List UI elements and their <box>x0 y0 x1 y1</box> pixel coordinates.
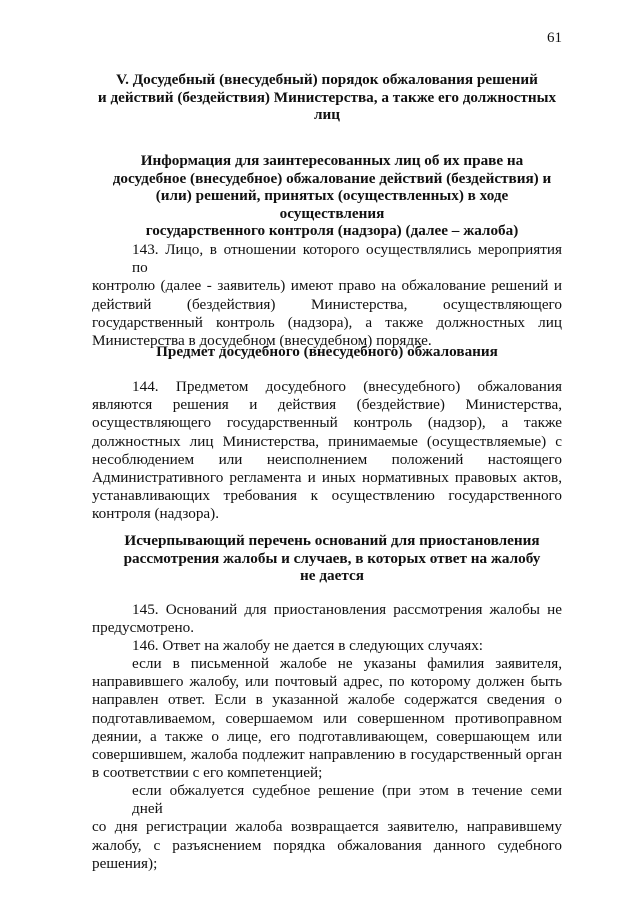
heading-line: Исчерпывающий перечень оснований для приостановления <box>124 532 540 549</box>
heading-line: и действий (бездействия) Министерства, а также его должностных <box>97 88 557 106</box>
text-line: контролю (далее - заявитель) имеют право на обжалование решений и <box>92 277 562 295</box>
text-line: государственный контроль (надзора), а также должностных лиц <box>92 313 562 331</box>
subject-heading <box>92 343 562 361</box>
text-line: 143. Лицо, в отношении которого осуществлялись мероприятия по <box>132 241 562 277</box>
heading-line: не дается <box>300 567 364 585</box>
text-line: осуществляющего государственный контроль (надзор), а также <box>92 414 562 432</box>
text-line: если в письменной жалобе не указаны фамилия заявителя, <box>132 655 562 672</box>
text-line: решения); <box>92 854 158 872</box>
heading-line: V. Досудебный (внесудебный) порядок обжалования решений <box>116 71 538 88</box>
paragraph-143 <box>92 241 562 350</box>
text-line: в соответствии с его компетенцией; <box>92 764 323 782</box>
heading-line: (или) решений, принятых (осуществленных) в ходе осуществления <box>155 187 509 222</box>
text-line: 146. Ответ на жалобу не дается в следующих случаях: <box>132 637 484 654</box>
info-heading <box>92 152 562 240</box>
text-line: направившего жалобу, или почтовый адрес, по которому должен быть <box>92 673 562 691</box>
text-line: 145. Оснований для приостановления рассмотрения жалобы не <box>132 601 562 618</box>
heading-line: Информация для заинтересованных лиц об их праве на <box>140 152 524 169</box>
text-line: Административного регламента и иных нормативных правовых актов, <box>92 469 562 487</box>
text-line: устанавливающих требования к осуществлению государственного <box>92 487 562 505</box>
paragraph-146 <box>92 637 562 655</box>
text-line: несоблюдением или неисполнением положений настоящего <box>92 450 562 468</box>
section-v-heading <box>92 71 562 124</box>
text-line: Министерства в досудебном (внесудебном) порядке. <box>92 332 432 350</box>
text-line: подготавливаемом, совершаемом или совершенном противоправном <box>92 709 562 727</box>
heading-line: досудебное (внесудебное) обжалование действий (бездействия) и <box>112 169 552 187</box>
heading-line: рассмотрения жалобы и случаев, в которых ответ на жалобу <box>123 549 541 567</box>
text-line: направлен ответ. Если в указанной жалобе содержатся сведения о <box>92 691 562 709</box>
text-line: со дня регистрации жалоба возвращается заявителю, направившему <box>92 818 562 836</box>
heading-line: лиц <box>313 106 341 124</box>
text-line: 144. Предметом досудебного (внесудебного) обжалования <box>132 378 562 395</box>
paragraph-144 <box>92 378 562 524</box>
grounds-heading <box>92 532 562 585</box>
paragraph-146-case-1 <box>92 655 562 782</box>
text-line: являются решения и действия (бездействие) Министерства, <box>92 396 562 414</box>
text-line: жалобу, с разъяснением порядка обжалования данного судебного <box>92 836 562 854</box>
text-line: если обжалуется судебное решение (при этом в течение семи дней <box>132 782 562 818</box>
text-line: предусмотрено. <box>92 619 195 637</box>
paragraph-145 <box>92 601 562 637</box>
text-line: контроля (надзора). <box>92 505 220 523</box>
text-line: действий (бездействия) Министерства, осуществляющего <box>92 295 562 313</box>
text-line: должностных лиц Министерства, принимаемые (осуществляемые) с <box>92 432 562 450</box>
text-line: совершившем, жалоба подлежит направлению в государственный орган <box>92 746 562 764</box>
text-line: деянии, а также о лице, его подготавливающем, совершающем или <box>92 727 562 745</box>
paragraph-146-case-2 <box>92 782 562 873</box>
heading-line: государственного контроля (надзора) (далее – жалоба) <box>145 222 519 240</box>
heading-line: Предмет досудебного (внесудебного) обжалования <box>156 343 498 360</box>
page-number: 61 <box>547 30 562 46</box>
